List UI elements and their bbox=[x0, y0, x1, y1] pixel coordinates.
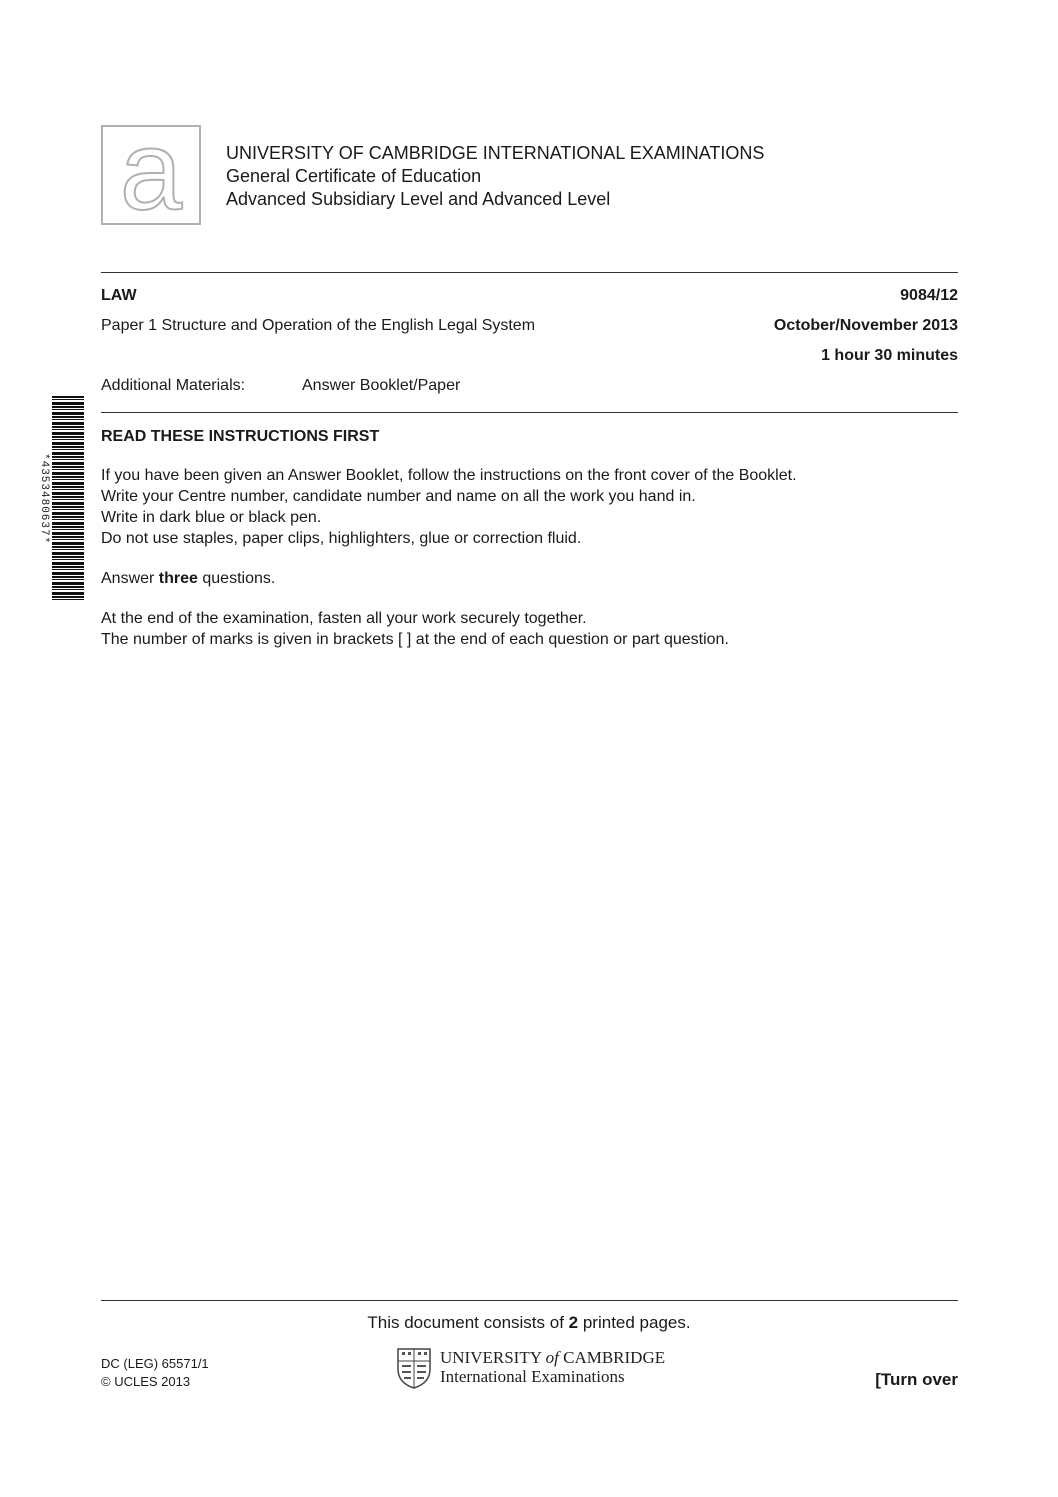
top-divider bbox=[101, 272, 958, 273]
materials-label: Additional Materials: bbox=[101, 377, 246, 394]
instruction-line: Write in dark blue or black pen. bbox=[101, 509, 322, 526]
barcode-bars bbox=[52, 396, 84, 602]
closing-line: At the end of the examination, fasten all your work securely together. bbox=[101, 610, 587, 627]
page-count: 2 bbox=[568, 1313, 579, 1332]
board-title: UNIVERSITY OF CAMBRIDGE INTERNATIONAL EXAMINATIONS bbox=[226, 143, 765, 163]
copyright: © UCLES 2013 bbox=[101, 1374, 191, 1389]
page-count-suffix: printed pages. bbox=[578, 1313, 691, 1332]
answer-count: three bbox=[158, 570, 198, 587]
university-name-b: CAMBRIDGE bbox=[558, 1348, 666, 1367]
paper-title: Paper 1 Structure and Operation of the English Legal System bbox=[101, 317, 536, 334]
turn-over-note: [Turn over bbox=[875, 1370, 958, 1389]
materials-value: Answer Booklet/Paper bbox=[302, 377, 461, 394]
barcode-digits: *4353480637* bbox=[38, 453, 50, 545]
exam-duration: 1 hour 30 minutes bbox=[821, 347, 958, 364]
answer-suffix: questions. bbox=[197, 570, 276, 587]
instruction-line: Write your Centre number, candidate number and name on all the work you hand in. bbox=[101, 488, 696, 505]
document-reference: DC (LEG) 65571/1 bbox=[101, 1356, 209, 1371]
answer-prefix: Answer bbox=[101, 570, 159, 587]
exam-board-logo bbox=[101, 108, 201, 233]
exam-session: October/November 2013 bbox=[773, 317, 958, 334]
university-crest-icon bbox=[396, 1347, 432, 1389]
instructions-heading: READ THESE INSTRUCTIONS FIRST bbox=[101, 428, 380, 445]
instruction-line: Do not use staples, paper clips, highlighters, glue or correction fluid. bbox=[101, 530, 582, 547]
footer-divider bbox=[101, 1300, 958, 1301]
candidate-barcode bbox=[38, 396, 84, 602]
university-subtitle: International Examinations bbox=[440, 1367, 625, 1386]
university-name-a: UNIVERSITY bbox=[440, 1348, 546, 1367]
page-count-note bbox=[0, 1313, 1058, 1333]
university-name bbox=[440, 1348, 665, 1368]
university-name-of: of bbox=[545, 1348, 559, 1367]
certificate-title: General Certificate of Education bbox=[226, 166, 482, 186]
closing-line: The number of marks is given in brackets [ ] at the end of each question or part question. bbox=[101, 631, 729, 648]
paper-code: 9084/12 bbox=[900, 287, 958, 304]
middle-divider bbox=[101, 412, 958, 413]
logo-letter: a bbox=[119, 108, 183, 233]
answer-instruction bbox=[101, 568, 275, 589]
instruction-line: If you have been given an Answer Booklet, follow the instructions on the front cover of the Booklet. bbox=[101, 467, 797, 484]
page-count-prefix: This document consists of bbox=[367, 1313, 569, 1332]
level-title: Advanced Subsidiary Level and Advanced Level bbox=[226, 189, 611, 209]
subject: LAW bbox=[101, 287, 137, 304]
